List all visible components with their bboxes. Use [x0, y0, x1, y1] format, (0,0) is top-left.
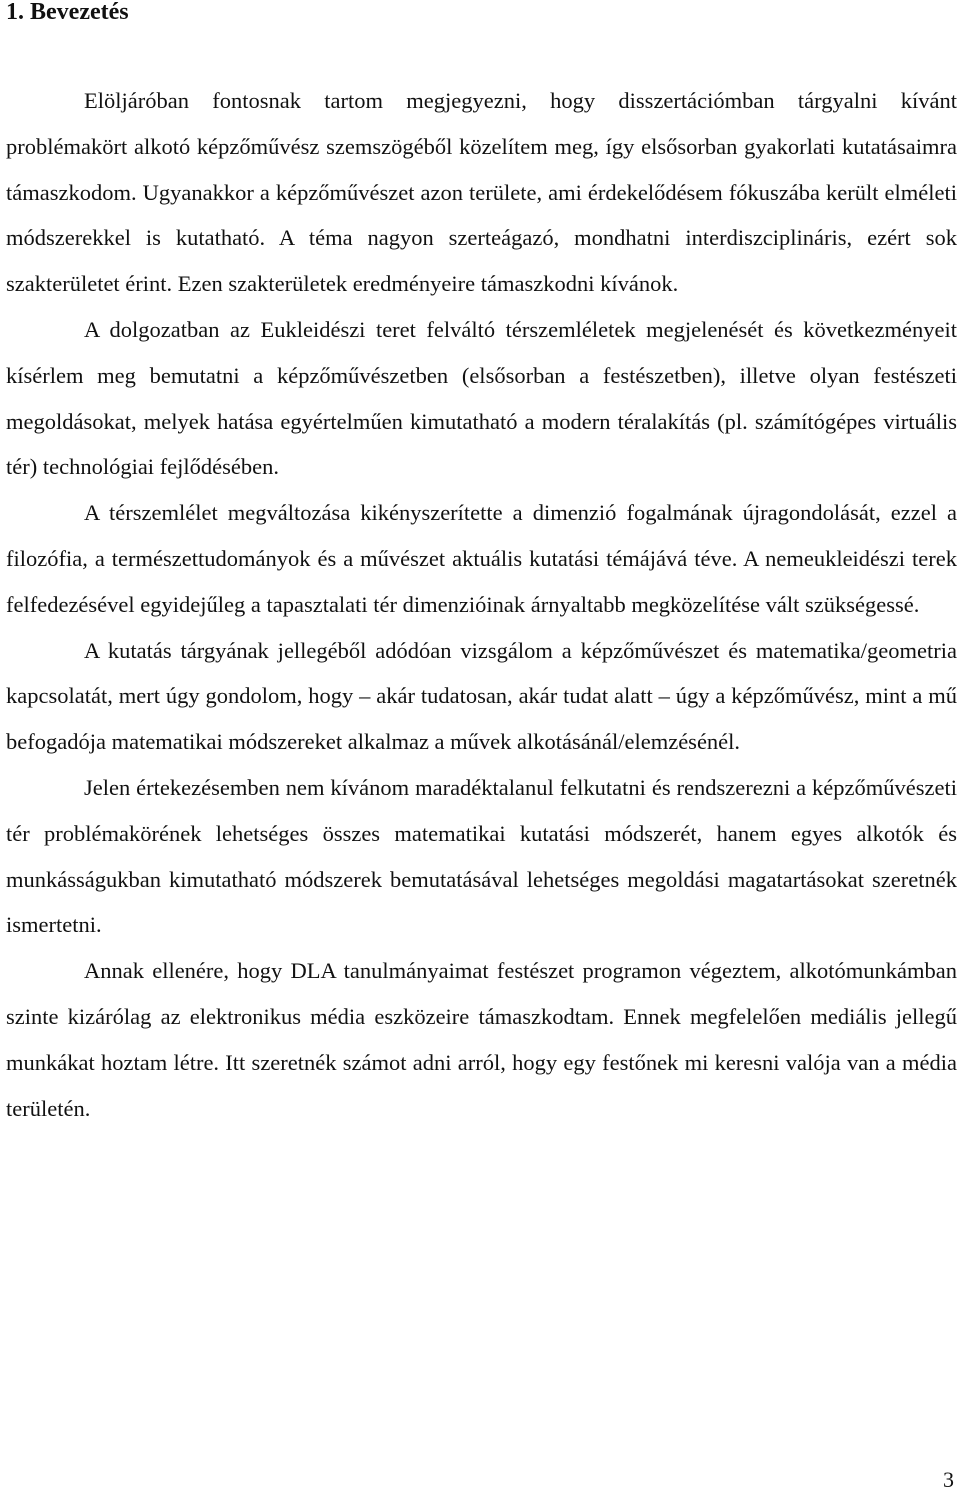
section-heading: 1. Bevezetés	[6, 0, 129, 25]
paragraph-5: Jelen értekezésemben nem kívánom maradéktalanul felkutatni és rendszerezni a képzőművészeti tér problémakörének lehetséges összes matematikai kutatási módszerét, hanem egyes alkotók és munkásságukban kimutatható módszerek bemutatásával lehetséges megoldási magatartásokat szeretnék ismertetni.	[6, 774, 957, 938]
paragraph-1: Elöljáróban fontosnak tartom megjegyezni, hogy disszertációmban tárgyalni kívánt problémakört alkotó képzőművész szemszögéből közelítem meg, így elsősorban gyakorlati kutatásaimra támaszkodom. Ugyanakkor a képzőművészet azon területe, ami érdekelődésem fókuszába került elméleti módszerekkel is kutatható. A téma nagyon szerteágazó, mondhatni interdiszciplináris, ezért sok szakterületet érint. Ezen szakterületek eredményeire támaszkodni kívánok.	[6, 88, 957, 297]
body-text	[6, 78, 957, 1131]
paragraph-6: Annak ellenére, hogy DLA tanulmányaimat festészet programon végeztem, alkotómunkámban szinte kizárólag az elektronikus média eszközeire támaszkodtam. Ennek megfelelően mediális jellegű munkákat hoztam létre. Itt szeretnék számot adni arról, hogy egy festőnek mi keresni valója van a média területén.	[6, 958, 957, 1121]
page-number: 3	[943, 1467, 954, 1492]
paragraph-3: A térszemlélet megváltozása kikényszerítette a dimenzió fogalmának újragondolását, ezzel a filozófia, a természettudományok és a művészet aktuális kutatási témájává téve. A nemeukleidészi terek felfedezésével egyidejűleg a tapasztalati tér dimenzióinak árnyaltabb megközelítése vált szükségessé.	[6, 500, 957, 617]
paragraph-4: A kutatás tárgyának jellegéből adódóan vizsgálom a képzőművészet és matematika/geometria kapcsolatát, mert úgy gondolom, hogy – akár tudatosan, akár tudat alatt – úgy a képzőművész, mint a mű befogadója matematikai módszereket alkalmaz a művek alkotásánál/elemzésénél.	[6, 637, 957, 755]
paragraph-2: A dolgozatban az Eukleidészi teret felváltó térszemléletek megjelenését és következményeit kísérlem meg bemutatni a képzőművészetben (elsősorban a festészetben), illetve olyan festészeti megoldásokat, melyek hatása egyértelműen kimutatható a modern téralakítás (pl. számítógépes virtuális tér) technológiai fejlődésében.	[6, 316, 957, 480]
